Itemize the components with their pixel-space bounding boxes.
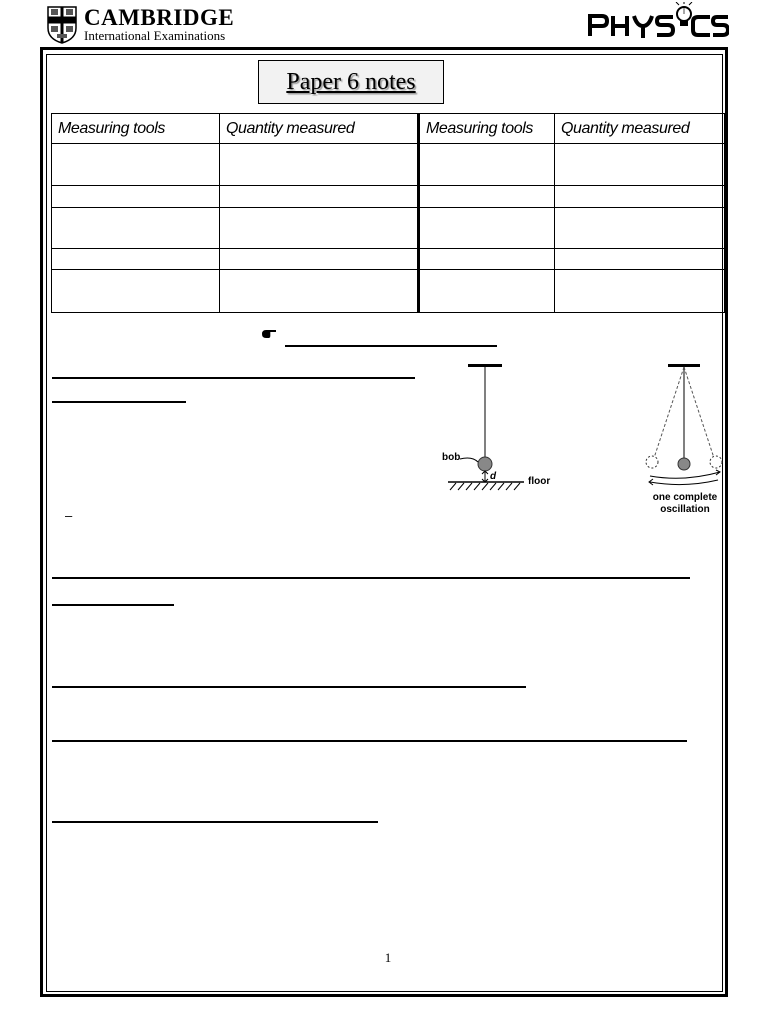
title-box	[258, 60, 444, 104]
table-cell	[419, 208, 555, 249]
table-cell	[555, 208, 725, 249]
svg-text:bob: bob	[442, 452, 461, 463]
header-quantity-measured: Quantity measured	[220, 114, 419, 144]
table-header-row	[52, 114, 725, 144]
blank-line	[52, 377, 415, 379]
table-cell	[555, 186, 725, 208]
blank-line	[52, 401, 186, 403]
table-cell	[555, 270, 725, 313]
table-cell	[419, 249, 555, 270]
blank-line	[52, 686, 526, 688]
brand-subtitle: International Examinations	[84, 28, 226, 43]
header-quantity-measured: Quantity measured	[555, 114, 725, 144]
table-row	[52, 249, 725, 270]
table-cell	[419, 270, 555, 313]
svg-text:d: d	[490, 471, 497, 482]
pendulum-bob-diagram	[438, 358, 562, 496]
blank-line	[52, 604, 174, 606]
table-row	[52, 186, 725, 208]
pendulum-oscillation-diagram	[638, 358, 728, 518]
table-cell	[220, 144, 419, 186]
header-measuring-tools: Measuring tools	[419, 114, 555, 144]
blank-line	[52, 577, 690, 579]
table-cell	[52, 249, 220, 270]
physics-logo	[587, 2, 729, 42]
table-cell	[555, 144, 725, 186]
page-title: Paper 6 notes	[286, 68, 416, 95]
blank-line	[285, 345, 497, 347]
blank-line	[52, 821, 378, 823]
table-row	[52, 208, 725, 249]
table-cell	[52, 208, 220, 249]
brand-name: CAMBRIDGE	[84, 5, 235, 30]
header-measuring-tools: Measuring tools	[52, 114, 220, 144]
pointing-hand-icon	[261, 328, 277, 340]
svg-text:one complete: one complete	[652, 492, 718, 503]
table-row	[52, 270, 725, 313]
table-cell	[52, 144, 220, 186]
measuring-tools-table	[51, 113, 725, 313]
dash-mark: –	[65, 508, 73, 523]
table-cell	[220, 186, 419, 208]
cambridge-crest-icon	[47, 6, 77, 44]
table-cell	[220, 249, 419, 270]
table-cell	[52, 270, 220, 313]
table-row	[52, 144, 725, 186]
svg-text:oscillation: oscillation	[660, 504, 710, 515]
blank-line	[52, 740, 687, 742]
table-cell	[555, 249, 725, 270]
svg-text:floor: floor	[528, 476, 551, 487]
table-cell	[419, 144, 555, 186]
table-cell	[220, 270, 419, 313]
table-cell	[419, 186, 555, 208]
table-cell	[220, 208, 419, 249]
page-number: 1	[384, 950, 392, 965]
table-cell	[52, 186, 220, 208]
